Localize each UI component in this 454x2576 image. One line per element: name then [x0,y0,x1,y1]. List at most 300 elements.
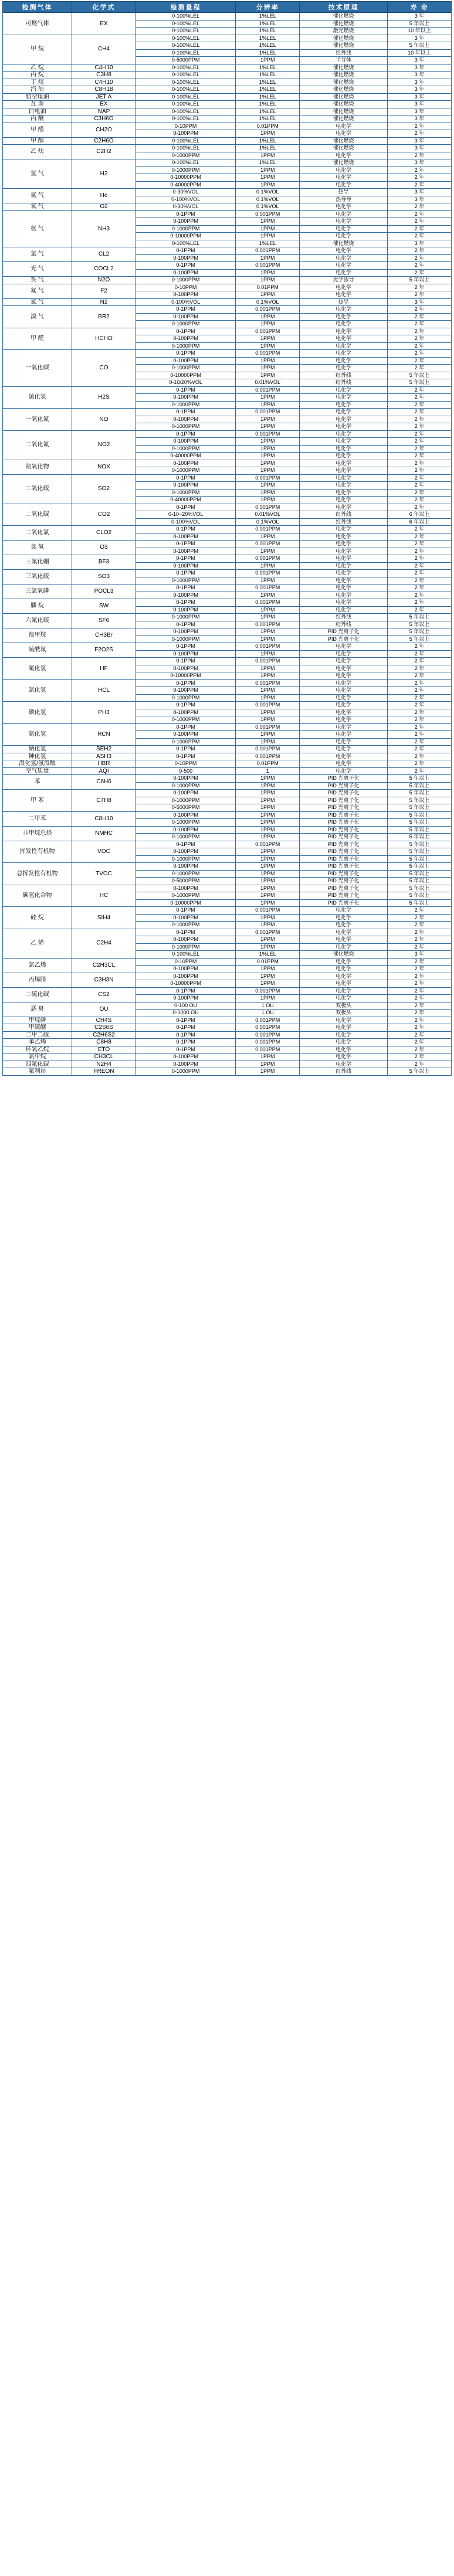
cell-resolution: 1%LEL [236,72,300,79]
cell-resolution: 0.001PPM [236,430,300,438]
cell-gas-name: 碳氢化合物 [3,885,72,907]
cell-life: 2 年 [388,342,452,350]
cell-life: 5 年以上 [388,834,452,841]
cell-technology: 电化学 [300,423,388,431]
cell-formula: EX [72,13,136,35]
cell-technology: 红外线 [300,614,388,621]
cell-life: 3 年 [388,951,452,959]
cell-range: 0-10000PPM [135,233,235,240]
cell-resolution: 0.001PPM [236,599,300,607]
cell-resolution: 1PPM [236,943,300,951]
cell-life: 2 年 [388,694,452,702]
cell-range: 0-100PPM [135,592,235,599]
cell-range: 0-100PPM [135,1053,235,1061]
cell-life: 2 年 [388,746,452,753]
cell-technology: 电化学 [300,225,388,233]
cell-resolution: 0.001PPM [236,679,300,687]
cell-resolution: 1PPM [236,628,300,636]
cell-life: 2 年 [388,365,452,372]
cell-range: 0-1000PPM [135,445,235,453]
cell-life: 2 年 [388,658,452,665]
gas-sensor-spec-page [0,1,454,1076]
cell-technology: 催化燃烧 [300,951,388,959]
cell-technology: PID 光离子化 [300,863,388,871]
cell-technology: PID 光离子化 [300,790,388,797]
cell-life: 2 年 [388,225,452,233]
cell-formula: NAP [72,108,136,115]
cell-gas-name: 二氧化碳 [3,504,72,526]
cell-technology: 电化学 [300,306,388,314]
cell-technology: 电化学 [300,233,388,240]
cell-technology: 电化学 [300,966,388,973]
table-row [3,298,452,306]
cell-technology: 电化学 [300,254,388,262]
cell-life: 2 年 [388,123,452,130]
cell-formula: H2 [72,159,136,189]
cell-life: 2 年 [388,562,452,570]
cell-gas-name: 溴 气 [3,306,72,328]
cell-resolution: 1PPM [236,614,300,621]
table-row [3,247,452,255]
cell-technology: 电化学 [300,599,388,607]
cell-life: 2 年 [388,181,452,189]
cell-technology: 电化学 [300,328,388,335]
cell-technology: PID 光离子化 [300,628,388,636]
cell-gas-name: 氟利昂 [3,1068,72,1076]
table-row [3,1031,452,1039]
cell-range: 0-100PPM [135,606,235,614]
cell-technology: 催化燃烧 [300,101,388,108]
table-row [3,958,452,966]
cell-resolution: 1PPM [236,57,300,64]
cell-technology: 电化学 [300,247,388,255]
cell-technology: 电化学 [300,738,388,746]
cell-gas-name: 丙 酮 [3,115,72,123]
cell-gas-name: 环氧乙烷 [3,1046,72,1053]
cell-formula: CLO2 [72,526,136,541]
cell-formula: C8H10 [72,811,136,826]
cell-gas-name: 一氧化氮 [3,409,72,431]
cell-resolution: 1PPM [236,365,300,372]
cell-gas-name: 溴甲烷 [3,628,72,643]
cell-range: 0-100%LEL [135,64,235,72]
cell-range: 0-1000PPM [135,614,235,621]
cell-formula: CL2 [72,247,136,262]
cell-resolution: 0.001PPM [236,210,300,218]
cell-resolution: 0.001PPM [236,702,300,709]
cell-formula: NO [72,409,136,431]
cell-range: 0-5000PPM [135,57,235,64]
cell-range: 0-100%LEL [135,115,235,123]
cell-life: 2 年 [388,767,452,775]
cell-range: 0-1000PPM [135,467,235,475]
cell-life: 3 年 [388,137,452,145]
table-row [3,614,452,621]
cell-life: 2 年 [388,995,452,1002]
cell-technology: 红外线 [300,621,388,628]
table-row [3,210,452,218]
table-row [3,460,452,467]
cell-range: 0-100PPM [135,460,235,467]
cell-life: 2 年 [388,335,452,343]
cell-range: 0-1000PPM [135,1068,235,1076]
cell-formula: C3H8 [72,72,136,79]
cell-life: 3 年 [388,101,452,108]
cell-life: 2 年 [388,709,452,716]
cell-resolution: 0.1%VOL [236,189,300,196]
cell-resolution: 0.1%VOL [236,203,300,211]
table-row [3,306,452,314]
cell-gas-name: 可燃气体 [3,13,72,35]
table-row [3,987,452,995]
cell-technology: 电化学 [300,672,388,680]
cell-resolution: 0.001PPM [236,504,300,511]
cell-life: 2 年 [388,1002,452,1010]
cell-life: 2 年 [388,474,452,482]
cell-technology: 电化学 [300,973,388,980]
cell-range: 0-1000PPM [135,716,235,724]
cell-resolution: 1%LEL [236,93,300,101]
cell-life: 2 年 [388,599,452,607]
table-row [3,189,452,196]
cell-technology: PID 光离子化 [300,841,388,848]
cell-technology: 电化学 [300,1031,388,1039]
cell-technology: 红外线 [300,518,388,526]
cell-resolution: 0.001PPM [236,1017,300,1024]
cell-technology: 电化学 [300,907,388,915]
cell-technology: 红外线 [300,379,388,387]
cell-life: 5 年以上 [388,628,452,636]
cell-technology: 催化燃烧 [300,115,388,123]
cell-technology: PID 光离子化 [300,775,388,783]
cell-life: 3 年 [388,159,452,167]
cell-range: 0-100%LEL [135,159,235,167]
cell-formula: HCN [72,723,136,746]
cell-range: 0-1PPM [135,504,235,511]
cell-life: 2 年 [388,291,452,299]
cell-gas-name: 三氯氧磷 [3,584,72,599]
cell-range: 0-1PPM [135,430,235,438]
cell-gas-name: 氦 气 [3,189,72,203]
cell-resolution: 1PPM [236,277,300,284]
table-row [3,284,452,291]
cell-range: 0-30%VOL [135,203,235,211]
cell-technology: 电化学 [300,533,388,541]
cell-gas-name: 氧 气 [3,203,72,211]
cell-range: 0-5000PPM [135,878,235,885]
cell-life: 3 年 [388,108,452,115]
cell-resolution: 0.1%VOL [236,518,300,526]
cell-resolution: 1%LEL [236,64,300,72]
cell-resolution: 1PPM [236,863,300,871]
cell-technology: 热导导 [300,196,388,203]
cell-range: 0-1PPM [135,555,235,563]
cell-technology: 电化学 [300,606,388,614]
cell-resolution: 1PPM [236,855,300,863]
cell-range: 0-100%LEL [135,72,235,79]
cell-life: 2 年 [388,665,452,672]
cell-formula: CO [72,350,136,387]
cell-resolution: 1PPM [236,811,300,819]
cell-resolution: 1PPM [236,936,300,944]
cell-technology: 热导 [300,189,388,196]
cell-range: 0-1PPM [135,570,235,577]
table-row [3,526,452,533]
cell-life: 2 年 [388,943,452,951]
table-row [3,145,452,152]
cell-gas-name: 乙 炔 [3,145,72,159]
cell-life: 2 年 [388,284,452,291]
cell-life: 2 年 [388,482,452,490]
cell-range: 0-1PPM [135,306,235,314]
cell-range: 0-1000PPM [135,819,235,827]
cell-life: 2 年 [388,489,452,497]
cell-life: 6 年以上 [388,518,452,526]
cell-life: 2 年 [388,409,452,416]
cell-life: 2 年 [388,460,452,467]
cell-resolution: 1PPM [236,790,300,797]
cell-resolution: 1PPM [236,533,300,541]
cell-technology: 电化学 [300,438,388,446]
col-header-resolution: 分辨率 [236,2,300,13]
cell-formula: CH4S [72,1017,136,1024]
cell-gas-name: 甲 醛 [3,123,72,137]
cell-life: 3 年 [388,189,452,196]
table-row [3,504,452,511]
cell-resolution: 0.01PPM [236,123,300,130]
cell-formula: H2S [72,386,136,409]
cell-range: 0-1PPM [135,541,235,548]
table-row [3,760,452,768]
cell-resolution: 0.001PPM [236,328,300,335]
cell-formula: SO3 [72,570,136,584]
cell-resolution: 1PPM [236,775,300,783]
cell-resolution: 1PPM [236,548,300,555]
cell-formula: C2S6S [72,1024,136,1032]
cell-life: 2 年 [388,438,452,446]
cell-life: 2 年 [388,716,452,724]
cell-life: 5 年以上 [388,790,452,797]
cell-range: 0-1PPM [135,328,235,335]
cell-range: 0-100%LEL [135,951,235,959]
cell-technology: 红外线 [300,372,388,379]
table-row [3,790,452,797]
cell-technology: 电化学 [300,562,388,570]
cell-range: 0-10000PPM [135,174,235,182]
cell-life: 5 年以上 [388,372,452,379]
cell-technology: 电化学 [300,284,388,291]
cell-resolution: 1PPM [236,899,300,907]
cell-resolution: 1PPM [236,342,300,350]
cell-range: 0-100%LEL [135,79,235,86]
table-row [3,203,452,211]
cell-range: 0-500 [135,767,235,775]
cell-formula: HC [72,885,136,907]
cell-formula: N2H4 [72,1061,136,1068]
cell-range: 0-10PPM [135,284,235,291]
cell-gas-name: 臭 氧 [3,541,72,555]
cell-range: 0-100%VOL [135,298,235,306]
cell-resolution: 0.001PPM [236,753,300,760]
cell-gas-name: 氯 气 [3,247,72,262]
table-row [3,1002,452,1010]
cell-range: 0-10000PPM [135,672,235,680]
cell-technology: 电化学 [300,291,388,299]
col-header-formula: 化学式 [72,2,136,13]
cell-resolution: 0.001PPM [236,409,300,416]
cell-resolution: 0.001PPM [236,306,300,314]
cell-life: 2 年 [388,262,452,270]
cell-life: 2 年 [388,907,452,915]
cell-range: 0-100%LEL [135,20,235,28]
table-row [3,1039,452,1046]
cell-resolution: 1PPM [236,394,300,402]
cell-gas-name: 氮氧化物 [3,460,72,474]
col-header-range: 检测量程 [135,2,235,13]
cell-range: 0-100PPM [135,313,235,321]
cell-range: 0-100%LEL [135,35,235,42]
cell-technology: 催化燃烧 [300,240,388,247]
cell-technology: 催化燃烧 [300,64,388,72]
cell-range: 0-100PPM [135,562,235,570]
cell-technology: 电化学 [300,731,388,739]
cell-life: 2 年 [388,203,452,211]
cell-resolution: 1PPM [236,892,300,900]
cell-gas-name: 甲 醛 [3,328,72,350]
cell-resolution: 1PPM [236,453,300,460]
cell-resolution: 1%LEL [236,35,300,42]
cell-resolution: 1PPM [236,174,300,182]
cell-resolution: 1PPM [236,672,300,680]
cell-range: 0-1PPM [135,386,235,394]
cell-technology: 电化学 [300,584,388,592]
cell-technology: 电化学 [300,460,388,467]
table-row [3,775,452,783]
cell-range: 0-1PPM [135,262,235,270]
cell-life: 3 年 [388,196,452,203]
cell-resolution: 1PPM [236,834,300,841]
cell-technology: 电化学 [300,321,388,328]
table-row [3,108,452,115]
cell-range: 0-100PPM [135,790,235,797]
cell-technology: PID 光离子化 [300,804,388,812]
cell-formula: ASH3 [72,753,136,760]
cell-gas-name: 三氧化硫 [3,570,72,584]
cell-gas-name: 膦 烷 [3,599,72,614]
cell-formula: AQI [72,767,136,775]
cell-life: 5 年以上 [388,1068,452,1076]
cell-range: 0-100PPM [135,269,235,277]
cell-resolution: 1PPM [236,423,300,431]
table-row [3,826,452,834]
cell-range: 0-100PPM [135,775,235,783]
cell-range: 0-1PPM [135,987,235,995]
cell-range: 0-1000PPM [135,797,235,804]
cell-formula: SEH2 [72,746,136,753]
cell-technology: 电化学 [300,386,388,394]
cell-technology: 电化学 [300,409,388,416]
cell-gas-name: 乙 烷 [3,64,72,72]
cell-gas-name: 空气质量 [3,767,72,775]
cell-technology: 电化学 [300,914,388,922]
cell-resolution: 1PPM [236,716,300,724]
cell-range: 0-100%LEL [135,13,235,21]
cell-range: 0-100PPM [135,863,235,871]
cell-life: 2 年 [388,130,452,138]
cell-range: 0-100PPM [135,130,235,138]
table-row [3,599,452,607]
cell-formula: HF [72,658,136,680]
cell-resolution: 1PPM [236,914,300,922]
cell-formula: SW [72,599,136,614]
cell-range: 0-100%LEL [135,49,235,57]
cell-formula: CO2 [72,504,136,526]
cell-resolution: 1PPM [236,291,300,299]
table-row [3,86,452,94]
cell-gas-name: 二氧化氮 [3,430,72,460]
table-row [3,702,452,709]
cell-range: 0-100PPM [135,357,235,365]
cell-resolution: 1%LEL [236,13,300,21]
cell-gas-name: 苯 [3,775,72,790]
cell-range: 0-1000PPM [135,225,235,233]
cell-gas-name: 二硫化碳 [3,987,72,1002]
table-row [3,1024,452,1032]
cell-formula: COCL2 [72,262,136,277]
cell-range: 0-1000PPM [135,152,235,159]
cell-formula: JET A [72,93,136,101]
cell-technology: 电化学 [300,335,388,343]
cell-resolution: 1PPM [236,650,300,658]
cell-technology: 双极头 [300,1002,388,1010]
cell-resolution: 0.001PPM [236,1046,300,1053]
table-row [3,885,452,892]
cell-technology: PID 光离子化 [300,848,388,856]
table-row [3,1068,452,1076]
cell-technology: 电化学 [300,489,388,497]
cell-life: 2 年 [388,1061,452,1068]
cell-resolution: 1PPM [236,254,300,262]
cell-range: 0-10PPM [135,760,235,768]
cell-life: 2 年 [388,929,452,936]
cell-technology: 电化学 [300,467,388,475]
table-row [3,643,452,651]
cell-range: 0-1PPM [135,907,235,915]
cell-technology: 电化学 [300,922,388,929]
cell-resolution: 1PPM [236,1053,300,1061]
cell-life: 2 年 [388,555,452,563]
cell-life: 2 年 [388,218,452,226]
cell-resolution: 1PPM [236,731,300,739]
cell-life: 2 年 [388,526,452,533]
cell-life: 3 年 [388,35,452,42]
cell-technology: PID 光离子化 [300,826,388,834]
cell-formula: C2H3CL [72,958,136,973]
cell-life: 3 年 [388,57,452,64]
cell-technology: PID 光离子化 [300,819,388,827]
cell-resolution: 1%LEL [236,86,300,94]
cell-resolution: 1%LEL [236,159,300,167]
cell-resolution: 0.001PPM [236,841,300,848]
cell-resolution: 1PPM [236,797,300,804]
cell-resolution: 1PPM [236,782,300,790]
cell-formula: NH3 [72,210,136,247]
cell-range: 0-10/20%VOL [135,379,235,387]
cell-range: 0-1PPM [135,474,235,482]
cell-gas-name: 挥发性有机物 [3,841,72,863]
cell-range: 0-100%LEL [135,137,235,145]
cell-formula: C3H6O [72,115,136,123]
